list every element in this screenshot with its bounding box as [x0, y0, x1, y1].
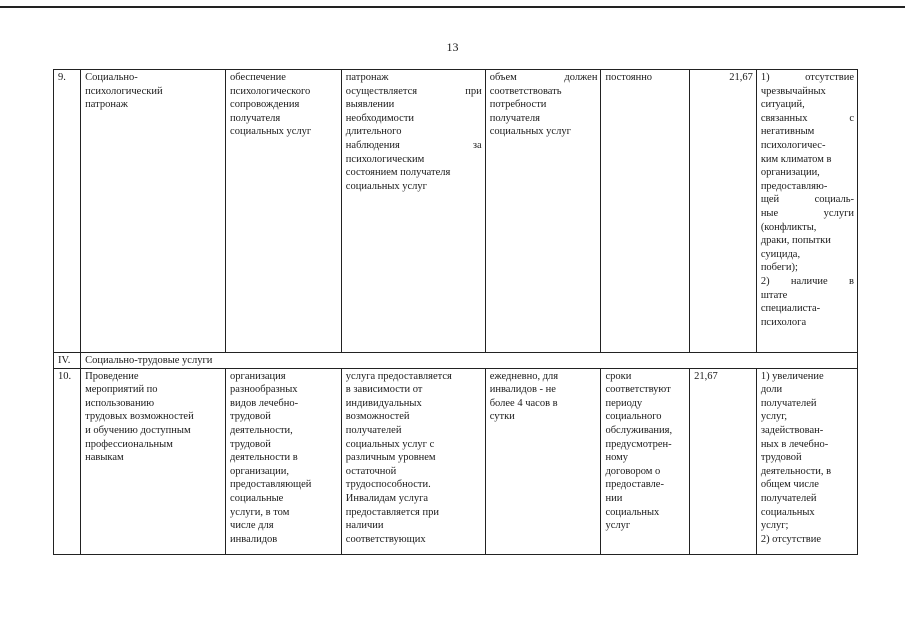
row10-term-line: сроки [605, 370, 632, 382]
row9-volume-line: получателя [489, 112, 540, 124]
row9-desc-line: осуществляется при [345, 85, 482, 97]
row9-service-term [601, 70, 690, 353]
row10-volume-line: сутки [489, 411, 515, 423]
row9-criteria-line: (конфликты, [760, 221, 817, 233]
row10-criteria-line: получателей [760, 397, 817, 409]
section-title: Социально-трудовые услуги [81, 353, 858, 369]
row10-name-line: мероприятий по [85, 384, 158, 396]
row9-volume-line: соответствовать [489, 85, 562, 97]
row9-criteria-line: побеги); [760, 262, 798, 274]
row10-name-line: использованию [85, 397, 155, 409]
row10-term-line: периоду [605, 397, 643, 409]
row9-service-description [341, 70, 485, 353]
row9-criteria-line: ким климатом в [760, 153, 832, 165]
page-number: 13 [446, 40, 459, 54]
row9-criteria-line: специалиста- [760, 303, 821, 315]
row10-criteria-line: услуг, [760, 411, 787, 423]
row9-desc-line: длительного [345, 126, 402, 138]
row10-content-line: деятельности в [230, 452, 298, 464]
row10-number: 10. [54, 368, 81, 554]
row9-content-line: обеспечение [230, 72, 286, 83]
section-row [54, 353, 858, 369]
row9-content-line: получателя [230, 112, 281, 124]
row10-criteria-line: задействован- [760, 424, 824, 436]
row9-criteria-line: ные услуги [760, 207, 854, 219]
row10-criteria-line: общем числе [760, 479, 819, 491]
row9-criteria-line: щей социаль- [760, 194, 854, 206]
row9-number: 9. [54, 70, 81, 353]
row10-name-line: навыкам [85, 452, 124, 464]
row9-desc-line: выявлении [345, 99, 395, 111]
row9-criteria-line: психологичес- [760, 139, 826, 151]
row9-term-line: постоянно [605, 72, 653, 83]
row9-service-volume [485, 70, 601, 353]
row10-desc-line: предоставляется при [345, 506, 439, 518]
row10-desc-line: соответствующих [345, 533, 426, 545]
row9-desc-line: социальных услуг [345, 180, 427, 192]
row9-desc-line: психологическим [345, 153, 425, 165]
row10-desc-line: услуга предоставляется [345, 370, 452, 382]
row10-desc-line: Инвалидам услуга [345, 492, 429, 504]
row10-term-line: соответствуют [605, 384, 671, 396]
row9-criteria-line: штате [760, 289, 788, 301]
row10-desc-line: в зависимости от [345, 384, 423, 396]
row10-desc-line: наличии [345, 520, 384, 532]
row10-term-line: социальных [605, 506, 660, 518]
row10-criteria-line: 1) увеличение [760, 370, 824, 382]
row10-name-line: Проведение [85, 370, 139, 382]
row10-desc-line: получателей [345, 424, 402, 436]
table-row-10 [54, 368, 858, 554]
row9-criteria-line: суицида, [760, 248, 801, 260]
row10-service-term [601, 368, 690, 554]
row10-name-line: и обучению доступным [85, 424, 191, 436]
row9-criteria-line: связанных с [760, 112, 854, 124]
row10-term-line: договором о [605, 465, 661, 477]
row10-criteria-line: ных в лечебно- [760, 438, 829, 450]
table-row-9 [54, 70, 858, 353]
row9-desc-line: состоянием получателя [345, 167, 451, 179]
row10-service-description [341, 368, 485, 554]
row9-content-line: социальных услуг [230, 126, 312, 138]
row10-desc-line: социальных услуг с [345, 438, 435, 450]
row10-volume-line: инвалидов - не [489, 384, 556, 396]
row10-content-line: услуги, в том [230, 506, 290, 518]
row10-service-name [81, 368, 226, 554]
row9-criteria-line: 1) отсутствие [760, 72, 854, 83]
row10-service-content [226, 368, 342, 554]
row10-term-line: нии [605, 492, 623, 504]
row10-tariff: 21,67 [690, 368, 757, 554]
row10-criteria-line: получателей [760, 492, 817, 504]
row9-criteria-line: предоставляю- [760, 180, 828, 192]
row9-volume-line: потребности [489, 99, 547, 111]
row9-name-line: патронаж [85, 99, 128, 111]
row10-content-line: трудовой [230, 438, 271, 450]
row9-criteria-line: организации, [760, 167, 820, 179]
row10-term-line: услуг [605, 520, 631, 532]
row10-criteria-line: 2) отсутствие [760, 533, 821, 545]
row10-volume-line: более 4 часов в [489, 397, 558, 409]
row9-criteria-line: психолога [760, 316, 807, 328]
row9-desc-line: патронаж [345, 72, 389, 83]
row10-term-line: предоставле- [605, 479, 664, 491]
row10-content-line: разнообразных [230, 384, 298, 396]
row10-content-line: числе для [230, 520, 274, 532]
row10-volume-line: ежедневно, для [489, 370, 559, 382]
row10-quality-criteria [756, 368, 857, 554]
row9-content-line: психологического [230, 85, 311, 97]
row10-name-line: профессиональным [85, 438, 173, 450]
row10-content-line: инвалидов [230, 533, 278, 545]
row10-criteria-line: трудовой [760, 452, 802, 464]
row10-content-line: деятельности, [230, 424, 293, 436]
row10-desc-line: остаточной [345, 465, 397, 477]
row10-service-volume [485, 368, 601, 554]
services-table [53, 69, 858, 555]
row10-desc-line: возможностей [345, 411, 410, 423]
row10-criteria-line: доли [760, 384, 783, 396]
row9-name-line: психологический [85, 85, 163, 97]
row10-content-line: организация [230, 370, 286, 382]
row9-criteria-line: 2) наличие в [760, 275, 854, 287]
row10-term-line: предусмотрен- [605, 438, 672, 450]
row9-volume-line: социальных услуг [489, 126, 571, 138]
row10-content-line: организации, [230, 465, 290, 477]
row10-criteria-line: деятельности, в [760, 465, 832, 477]
top-border-line [0, 6, 905, 8]
row9-criteria-line: драки, попытки [760, 235, 831, 247]
row10-content-line: предоставляющей [230, 479, 312, 491]
row10-name-line: трудовых возможностей [85, 411, 194, 423]
row10-criteria-line: услуг; [760, 520, 789, 532]
row10-content-line: социальные [230, 492, 284, 504]
row9-service-name [81, 70, 226, 353]
row9-volume-line: объем должен [489, 72, 598, 83]
row10-desc-line: индивидуальных [345, 397, 422, 409]
row9-name-line: Социально- [85, 72, 138, 83]
row10-term-line: ному [605, 452, 629, 464]
row10-desc-line: различным уровнем [345, 452, 436, 464]
section-number: IV. [54, 353, 81, 369]
row10-desc-line: трудоспособности. [345, 479, 431, 491]
row10-criteria-line: социальных [760, 506, 815, 518]
row9-service-content [226, 70, 342, 353]
row9-criteria-line: чрезвычайных [760, 85, 826, 97]
row9-desc-line: необходимости [345, 112, 415, 124]
row9-content-line: сопровождения [230, 99, 300, 111]
row9-quality-criteria [756, 70, 857, 353]
row9-tariff: 21,67 [690, 70, 757, 353]
row10-term-line: обслуживания, [605, 424, 673, 436]
row10-content-line: видов лечебно- [230, 397, 299, 409]
row10-content-line: трудовой [230, 411, 271, 423]
row9-criteria-line: негативным [760, 126, 815, 138]
row10-term-line: социального [605, 411, 662, 423]
row9-criteria-line: ситуаций, [760, 99, 805, 111]
row9-desc-line: наблюдения за [345, 139, 482, 151]
